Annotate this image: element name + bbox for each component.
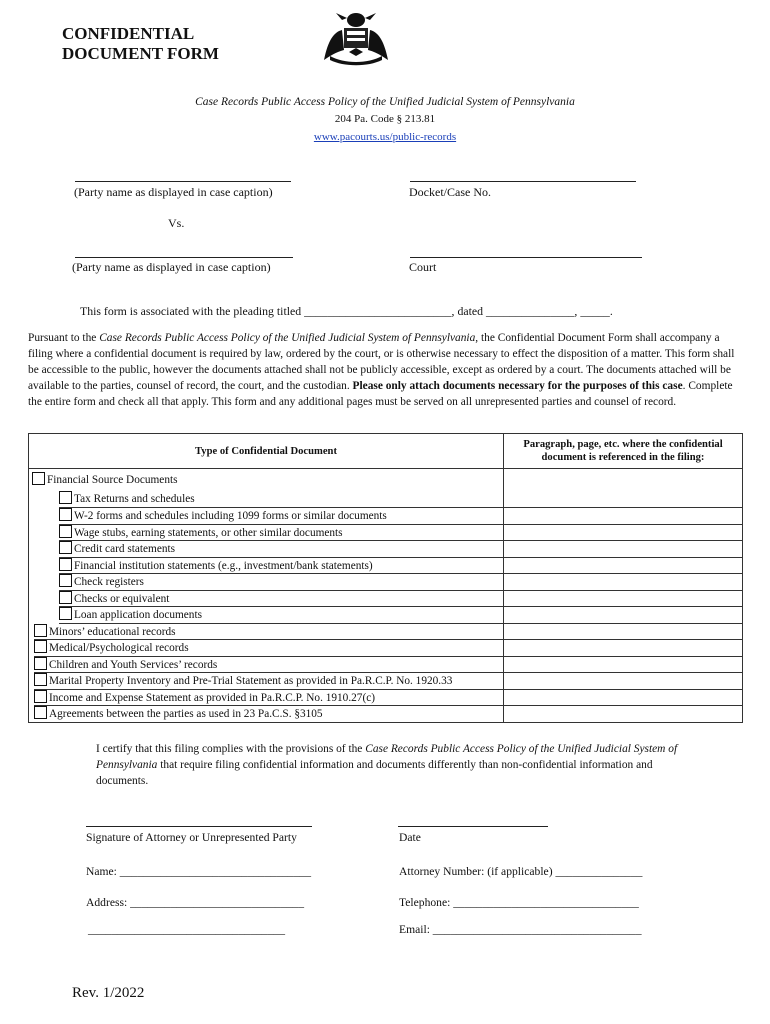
reference-field[interactable] bbox=[504, 558, 742, 575]
loan-checkbox[interactable] bbox=[59, 607, 72, 620]
intro-tail: . Complete the entire form and check all that apply. This form and any additional pages must be served on all unrepresented parties and counsel of record. bbox=[28, 380, 733, 408]
party1-label: (Party name as displayed in case caption) bbox=[74, 185, 273, 199]
address-line2-field[interactable]: __________________________________ bbox=[88, 923, 286, 936]
reference-field[interactable] bbox=[504, 640, 742, 657]
reference-field-financial[interactable] bbox=[504, 469, 742, 507]
attorney-number-field[interactable]: Attorney Number: (if applicable) _______________ bbox=[399, 865, 643, 878]
w2-checkbox[interactable] bbox=[59, 508, 72, 521]
intro-policy: Case Records Public Access Policy of the Unified Judicial System of Pennsylvania bbox=[99, 332, 476, 344]
reference-field[interactable] bbox=[504, 624, 742, 641]
party2-line[interactable] bbox=[75, 257, 293, 258]
intro-pre: Pursuant to the bbox=[28, 332, 100, 344]
intro-paragraph bbox=[28, 330, 743, 410]
docket-label: Docket/Case No. bbox=[409, 185, 491, 199]
party2-label: (Party name as displayed in case caption) bbox=[72, 260, 271, 274]
docket-line[interactable] bbox=[410, 181, 636, 182]
check-registers-checkbox[interactable] bbox=[59, 574, 72, 587]
list-item bbox=[59, 541, 503, 558]
reference-field[interactable] bbox=[504, 541, 742, 558]
policy-title: Case Records Public Access Policy of the Unified Judicial System of Pennsylvania bbox=[195, 96, 575, 108]
court-line[interactable] bbox=[410, 257, 642, 258]
list-item-label: Children and Youth Services’ records bbox=[49, 658, 218, 671]
cert-post: that require filing confidential information and documents differently than non-confidential information and documents. bbox=[96, 759, 653, 787]
code-citation: 204 Pa. Code § 213.81 bbox=[334, 113, 436, 125]
reference-field[interactable] bbox=[504, 574, 742, 591]
certification-text bbox=[96, 741, 686, 789]
list-item-label: W-2 forms and schedules including 1099 forms or similar documents bbox=[74, 510, 387, 522]
children-youth-checkbox[interactable] bbox=[34, 657, 47, 670]
col1-header: Type of Confidential Document bbox=[29, 434, 504, 469]
list-item bbox=[59, 574, 503, 591]
form-title bbox=[62, 24, 219, 64]
reference-field[interactable] bbox=[504, 525, 742, 542]
financial-group bbox=[29, 469, 503, 507]
form-title-line2: DOCUMENT FORM bbox=[62, 44, 219, 63]
telephone-field[interactable]: Telephone: ________________________________ bbox=[399, 896, 639, 909]
party1-line[interactable] bbox=[75, 181, 291, 182]
list-item bbox=[59, 607, 503, 624]
income-expense-checkbox[interactable] bbox=[34, 690, 47, 703]
list-item bbox=[34, 624, 503, 641]
document-type-cell bbox=[29, 469, 504, 723]
list-item bbox=[59, 508, 503, 525]
reference-field[interactable] bbox=[504, 690, 742, 707]
reference-field[interactable] bbox=[504, 706, 742, 722]
reference-field[interactable] bbox=[504, 673, 742, 690]
list-item bbox=[59, 591, 503, 608]
list-item-label: Credit card statements bbox=[74, 543, 176, 555]
list-item-label: Minors’ educational records bbox=[49, 625, 176, 638]
list-item-label: Check registers bbox=[74, 576, 144, 588]
financial-checkbox[interactable] bbox=[32, 472, 45, 485]
revision-label: Rev. 1/2022 bbox=[72, 985, 145, 1001]
list-item-label: Financial institution statements (e.g., investment/bank statements) bbox=[74, 559, 373, 572]
list-item-label: Wage stubs, earning statements, or other similar documents bbox=[74, 526, 343, 539]
reference-field[interactable] bbox=[504, 508, 742, 525]
reference-field[interactable] bbox=[504, 607, 742, 624]
name-field[interactable]: Name: _________________________________ bbox=[86, 865, 312, 878]
wage-checkbox[interactable] bbox=[59, 525, 72, 538]
list-item-label: Checks or equivalent bbox=[74, 592, 170, 605]
list-item bbox=[34, 657, 503, 674]
public-records-link[interactable]: www.pacourts.us/public-records bbox=[313, 131, 457, 143]
credit-card-checkbox[interactable] bbox=[59, 541, 72, 554]
agreements-checkbox[interactable] bbox=[34, 706, 47, 719]
reference-field[interactable] bbox=[504, 591, 742, 608]
date-label: Date bbox=[399, 831, 421, 844]
tax-label: Tax Returns and schedules bbox=[74, 493, 195, 505]
tax-checkbox[interactable] bbox=[59, 491, 72, 504]
list-item-label: Income and Expense Statement as provided in Pa.R.C.P. No. 1910.27(c) bbox=[49, 691, 375, 704]
list-item-label: Medical/Psychological records bbox=[49, 642, 189, 654]
pleading-line[interactable]: This form is associated with the pleading titled _________________________, dated _______________, _____. bbox=[80, 304, 613, 318]
list-item bbox=[34, 673, 503, 690]
list-item bbox=[34, 706, 503, 722]
list-item-label: Agreements between the parties as used in 23 Pa.C.S. §3105 bbox=[49, 708, 323, 720]
list-item-label: Loan application documents bbox=[74, 609, 202, 621]
reference-field[interactable] bbox=[504, 657, 742, 674]
minors-checkbox[interactable] bbox=[34, 624, 47, 637]
list-item-label: Marital Property Inventory and Pre-Trial Statement as provided in Pa.R.C.P. No. 1920.33 bbox=[49, 675, 453, 687]
list-item bbox=[59, 525, 503, 542]
intro-post: , the Confidential Document Form shall accompany a filing where a confidential document is required by law, ordered by the court, or is otherwise necessary to effect the disposition of a matter. This form shall be accessible to the public, however the documents attached shall not be publicly accessible, except as ordered by a court. The documents attached will be available to the parties, counsel of record, the court, and the custodian. bbox=[28, 332, 735, 392]
date-line[interactable] bbox=[398, 826, 548, 827]
address-field[interactable]: Address: ______________________________ bbox=[86, 896, 305, 909]
medical-checkbox[interactable] bbox=[34, 640, 47, 653]
signature-label: Signature of Attorney or Unrepresented Party bbox=[86, 831, 297, 844]
checks-checkbox[interactable] bbox=[59, 591, 72, 604]
vs-label: Vs. bbox=[168, 216, 185, 230]
institution-checkbox[interactable] bbox=[59, 558, 72, 571]
marital-property-checkbox[interactable] bbox=[34, 673, 47, 686]
intro-bold: Please only attach documents necessary for the purposes of this case bbox=[352, 380, 683, 392]
list-item bbox=[34, 640, 503, 657]
form-title-line1: CONFIDENTIAL bbox=[62, 24, 195, 43]
list-item bbox=[59, 558, 503, 575]
signature-line[interactable] bbox=[86, 826, 312, 827]
financial-label: Financial Source Documents bbox=[47, 474, 178, 486]
col2-header: Paragraph, page, etc. where the confidential document is referenced in the filing: bbox=[504, 434, 743, 469]
reference-cell bbox=[504, 469, 743, 723]
email-field[interactable]: Email: ____________________________________ bbox=[399, 923, 642, 936]
pennsylvania-coat-of-arms-icon bbox=[316, 10, 396, 66]
list-item bbox=[34, 690, 503, 707]
court-label: Court bbox=[409, 260, 437, 274]
cert-italic: Case Records Public Access Policy of the Unified Judicial System of Pennsylvania bbox=[96, 743, 678, 771]
cert-pre: I certify that this filing complies with the provisions of the bbox=[96, 743, 366, 755]
confidential-document-table bbox=[28, 433, 743, 723]
